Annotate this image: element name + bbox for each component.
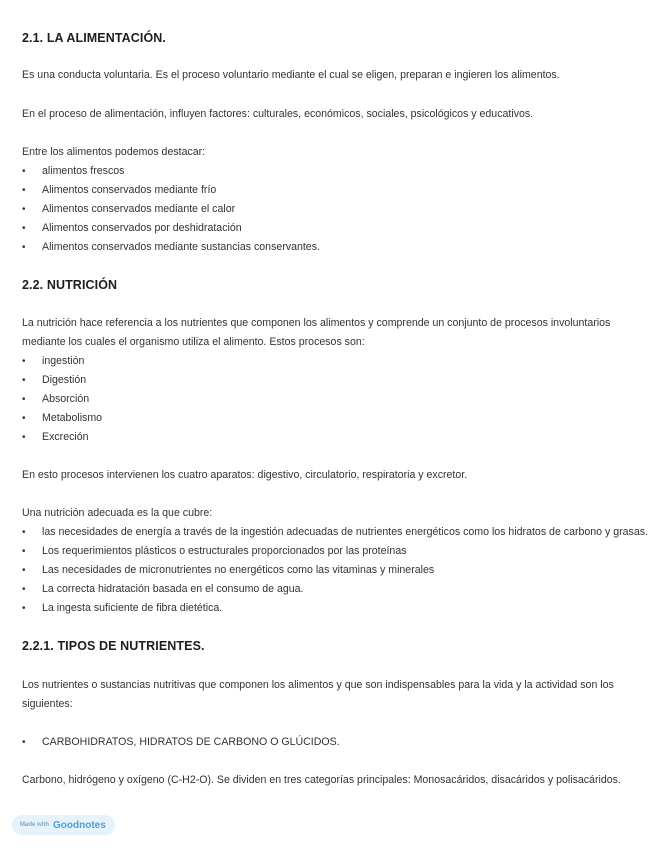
- list-item: • ingestión: [22, 352, 634, 371]
- alimentacion-factors: En el proceso de alimentación, influyen factores: culturales, económicos, sociales, psicológicos y educativos.: [22, 108, 534, 120]
- processes-list: [22, 352, 634, 447]
- aparatos-sentence: En esto procesos intervienen los cuatro aparatos: digestivo, circulatorio, respiratoria y excretor.: [22, 469, 468, 481]
- list-item: • Las necesidades de micronutrientes no energéticos como las vitaminas y minerales: [22, 561, 634, 580]
- goodnotes-badge[interactable]: [12, 815, 115, 835]
- list-item: • Alimentos conservados mediante sustancias conservantes.: [22, 238, 634, 257]
- list-item: • Alimentos conservados por deshidratación: [22, 219, 634, 238]
- heading-tipos-nutrientes: 2.2.1. TIPOS DE NUTRIENTES.: [22, 639, 205, 653]
- list-item: • Alimentos conservados mediante el calor: [22, 200, 634, 219]
- list-item: • Metabolismo: [22, 409, 634, 428]
- alimentos-intro: Entre los alimentos podemos destacar:: [22, 146, 206, 158]
- badge-made-with: Made with: [20, 822, 50, 828]
- nutricion-definition: La nutrición hace referencia a los nutrientes que componen los alimentos y comprende un conjunto de procesos involuntarios mediante los cuales el organismo utiliza el alimento. Estos procesos son:: [22, 317, 611, 348]
- list-item: • La ingesta suficiente de fibra dietética.: [22, 599, 634, 618]
- bullet-icon: •: [22, 546, 26, 557]
- covers-list: [22, 523, 648, 618]
- alimentacion-definition: Es una conducta voluntaria. Es el proceso voluntario mediante el cual se eligen, preparan e ingieren los alimentos.: [22, 69, 560, 81]
- bullet-icon: •: [22, 603, 26, 614]
- list-item: • Excreción: [22, 428, 634, 447]
- bullet-icon: •: [22, 375, 26, 386]
- bullet-icon: •: [22, 166, 26, 177]
- bullet-icon: •: [22, 565, 26, 576]
- bullet-icon: •: [22, 527, 26, 538]
- bullet-icon: •: [22, 432, 26, 443]
- list-item: • alimentos frescos: [22, 162, 634, 181]
- bullet-icon: •: [22, 242, 26, 253]
- bullet-icon: •: [22, 737, 26, 748]
- list-item: • Alimentos conservados mediante frío: [22, 181, 634, 200]
- list-item: • Digestión: [22, 371, 634, 390]
- nutricion-adecuada-intro: Una nutrición adecuada es la que cubre:: [22, 507, 213, 519]
- heading-nutricion: 2.2. NUTRICIÓN: [22, 278, 118, 292]
- list-item: • Absorción: [22, 390, 634, 409]
- carbohidratos-item: • CARBOHIDRATOS, HIDRATOS DE CARBONO O GLÚCIDOS.: [22, 733, 340, 752]
- bullet-icon: •: [22, 223, 26, 234]
- list-item: • La correcta hidratación basada en el consumo de agua.: [22, 580, 634, 599]
- bullet-icon: •: [22, 584, 26, 595]
- list-item: • Los requerimientos plásticos o estructurales proporcionados por las proteínas: [22, 542, 634, 561]
- bullet-icon: •: [22, 394, 26, 405]
- heading-alimentacion: 2.1. LA ALIMENTACIÓN.: [22, 31, 167, 45]
- carbohidratos-description: Carbono, hidrógeno y oxígeno (C-H2-O). Se dividen en tres categorías principales: Monosacáridos, disacáridos y polisacáridos.: [22, 774, 621, 786]
- bullet-icon: •: [22, 204, 26, 215]
- alimentos-list: [22, 162, 634, 257]
- nutrientes-definition: Los nutrientes o sustancias nutritivas que componen los alimentos y que son indispensables para la vida y la actividad son los siguientes:: [22, 679, 614, 710]
- list-item: • las necesidades de energía a través de la ingestión adecuadas de nutrientes energéticos como los hidratos de carbono y grasas.: [22, 523, 634, 542]
- bullet-icon: •: [22, 413, 26, 424]
- bullet-icon: •: [22, 356, 26, 367]
- bullet-icon: •: [22, 185, 26, 196]
- goodnotes-logo: Goodnotes: [53, 819, 106, 831]
